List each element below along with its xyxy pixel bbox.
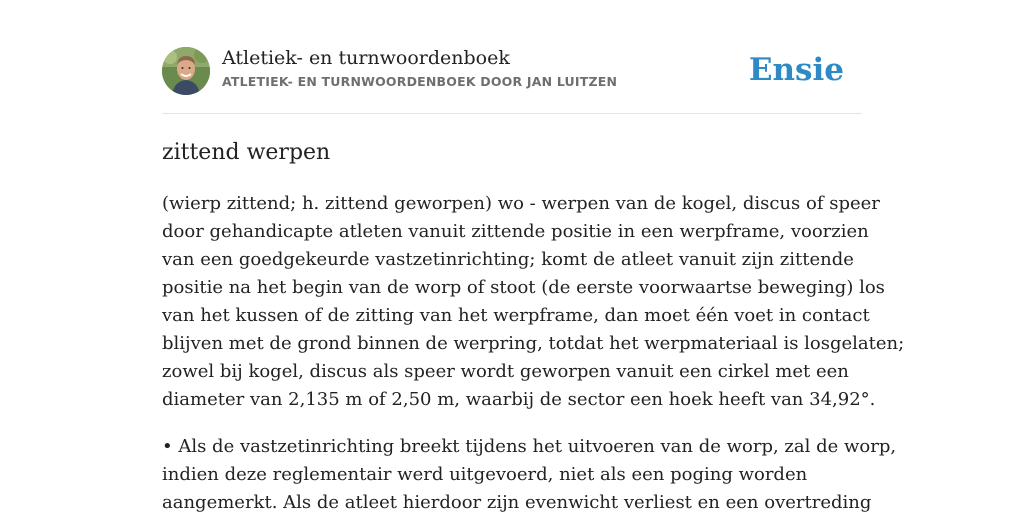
dictionary-title[interactable]: Atletiek- en turnwoordenboek <box>222 47 510 69</box>
entry-definition <box>162 190 905 414</box>
author-avatar[interactable] <box>162 47 210 95</box>
header <box>162 47 862 95</box>
definition-line: van het kussen of de zitting van het werpframe, dan moet één voet in contact <box>162 305 870 326</box>
note-line: aangemerkt. Als de atleet hierdoor zijn evenwicht verliest en een overtreding <box>162 492 872 512</box>
definition-line: van een goedgekeurde vastzetinrichting; komt de atleet vanuit zijn zittende <box>162 249 854 270</box>
entry-note <box>162 433 897 512</box>
note-line: • Als de vastzetinrichting breekt tijdens het uitvoeren van de worp, zal de worp, <box>162 436 897 457</box>
author-portrait-icon <box>162 47 210 95</box>
entry-title: zittend werpen <box>162 140 331 165</box>
header-divider <box>162 113 862 114</box>
definition-line: positie na het begin van de worp of stoot (de eerste voorwaartse beweging) los <box>162 277 885 298</box>
definition-line: door gehandicapte atleten vanuit zittende positie in een werpframe, voorzien <box>162 221 869 242</box>
definition-line: (wierp zittend; h. zittend geworpen) wo - werpen van de kogel, discus of speer <box>162 193 880 214</box>
brand-logo[interactable]: Ensie <box>748 52 844 88</box>
definition-line: zowel bij kogel, discus als speer wordt geworpen vanuit een cirkel met een <box>162 361 849 382</box>
definition-line: blijven met de grond binnen de werpring, totdat het werpmateriaal is losgelaten; <box>162 333 905 354</box>
note-line: indien deze reglementair werd uitgevoerd, niet als een poging worden <box>162 464 808 485</box>
dictionary-subtitle[interactable]: ATLETIEK- EN TURNWOORDENBOEK DOOR JAN LUITZEN <box>222 74 618 89</box>
definition-line: diameter van 2,135 m of 2,50 m, waarbij de sector een hoek heeft van 34,92°. <box>162 389 876 410</box>
